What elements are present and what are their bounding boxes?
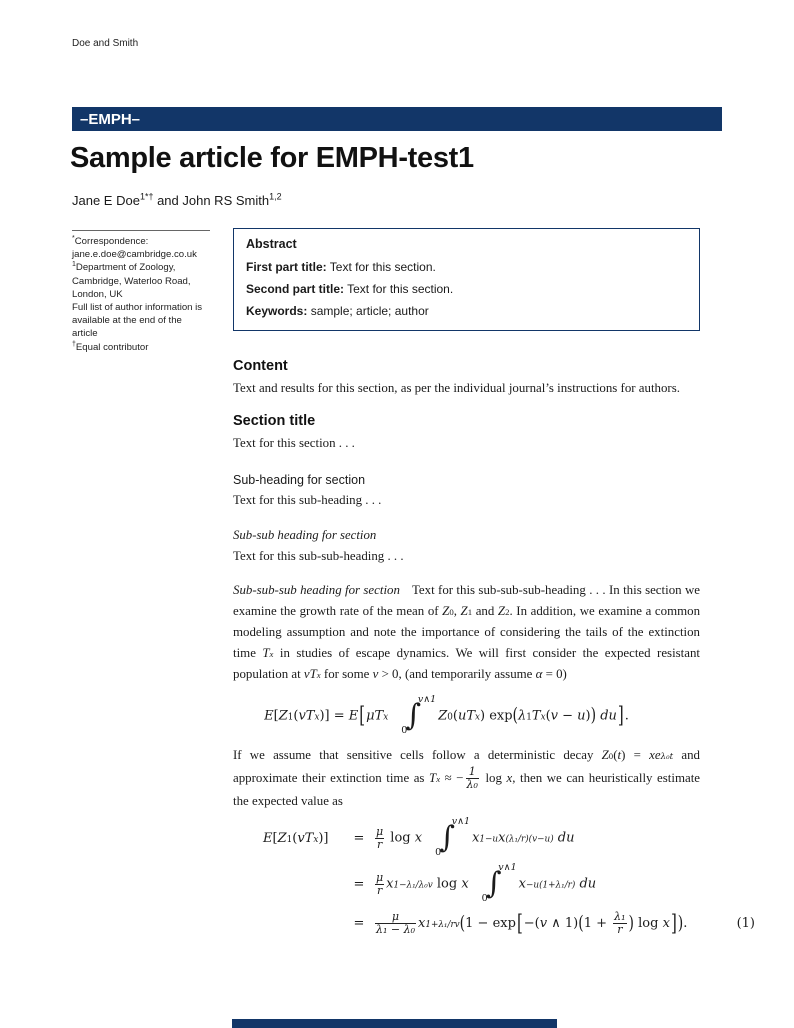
display-equation: E[Z1(vTx)] = E[μTx ∫ v∧1 0 Z0(uTx) exp(λ1Tx(v − u)) du].	[264, 694, 629, 736]
paragraph-with-inline-math: Sub-sub-sub heading for section Text for this sub-sub-sub-heading . . . In this section we examine the growth rate of the mean of Z0, Z1 and Z2. In addition, we examine a common modeling assumption and note the importance of considering the tails of the extinction time Tx in studies of escape dynamics. We will first consider the expected resistant population at vTx for some v > 0, (and temporarily assume α = 0)	[233, 583, 701, 681]
subsubsection-heading: Sub-sub heading for section	[233, 527, 377, 542]
section-heading-title: Section title	[233, 412, 316, 429]
correspondence-line: jane.e.doe@cambridge.co.uk	[72, 249, 197, 261]
article-body	[233, 358, 755, 944]
correspondence-line: London, UK	[72, 288, 123, 300]
correspondence-line: Full list of author information is	[72, 302, 203, 314]
author-2-affiliation-mark: 1,2	[269, 191, 282, 202]
paragraph-subsubsection: Text for this sub-sub-heading . . .	[233, 548, 404, 563]
authors-line	[72, 193, 282, 208]
abstract-row: Keywords: sample; article; author	[246, 304, 429, 318]
journal-banner	[72, 107, 722, 131]
footer-band	[232, 1019, 557, 1028]
aligned-equation-1: E[Z1(vTx)] = $\frac{\mu}{r}$ log x ∫ v∧1 0 $x^{1-u}x^{(\lambda_1/r)(v-u)}$ du = $\frac{\mu}{r}$ $x^{1-\lambda_1/\lambda_0v}$ log x ∫ v∧1 0 $x^{-u(1+\lambda_1/r)}$ du = $\frac{\mu}{\text{λ₁ − λ₀}}$ $x^{1+\lambda_1/rv}(1 - \exp[-(v$ ∧ 1)(1 + $\frac{\text{λ₁}}{r}$ ) log x]). (1)	[263, 816, 755, 937]
section-heading-content: Content	[233, 358, 288, 374]
authors-joiner: and	[153, 193, 183, 208]
correspondence-line: Cambridge, Waterloo Road,	[72, 275, 191, 287]
abstract-row: Second part title: Text for this section.	[246, 282, 454, 296]
correspondence-line: $^1$Department of Zoology,	[72, 261, 176, 274]
abstract-heading: Abstract	[246, 237, 297, 251]
paragraph-section: Text for this section . . .	[233, 435, 355, 450]
paragraph-subsection: Text for this sub-heading . . .	[233, 493, 382, 507]
correspondence-line: †Equal contributor	[72, 340, 149, 353]
correspondence-line: *Correspondence:	[72, 234, 149, 247]
journal-banner-text: –EMPH–	[80, 110, 141, 128]
paragraph-decay: If we assume that sensitive cells follow a deterministic decay $Z0(t) = xe^{\lambda_0t}$ and approximate their extinction time as Tx ≈ − $\frac{1}{\text{λ₀}}$ log x, then we can heuristically estimate the expected value as	[233, 748, 700, 808]
author-1: Jane E Doe	[72, 193, 140, 208]
author-2: John RS Smith	[182, 193, 270, 208]
abstract-row: First part title: Text for this section.	[246, 260, 436, 274]
subsection-heading: Sub-heading for section	[233, 473, 366, 487]
running-head: Doe and Smith	[72, 38, 139, 49]
correspondence-line: available at the end of the article	[72, 315, 182, 340]
article-title: Sample article for EMPH-test1	[70, 142, 474, 174]
paragraph-content: Text and results for this section, as per the individual journal’s instructions for authors.	[233, 381, 680, 395]
correspondence-note	[72, 230, 210, 354]
abstract-box	[233, 228, 700, 331]
author-1-affiliation-mark: 1*†	[139, 191, 154, 202]
